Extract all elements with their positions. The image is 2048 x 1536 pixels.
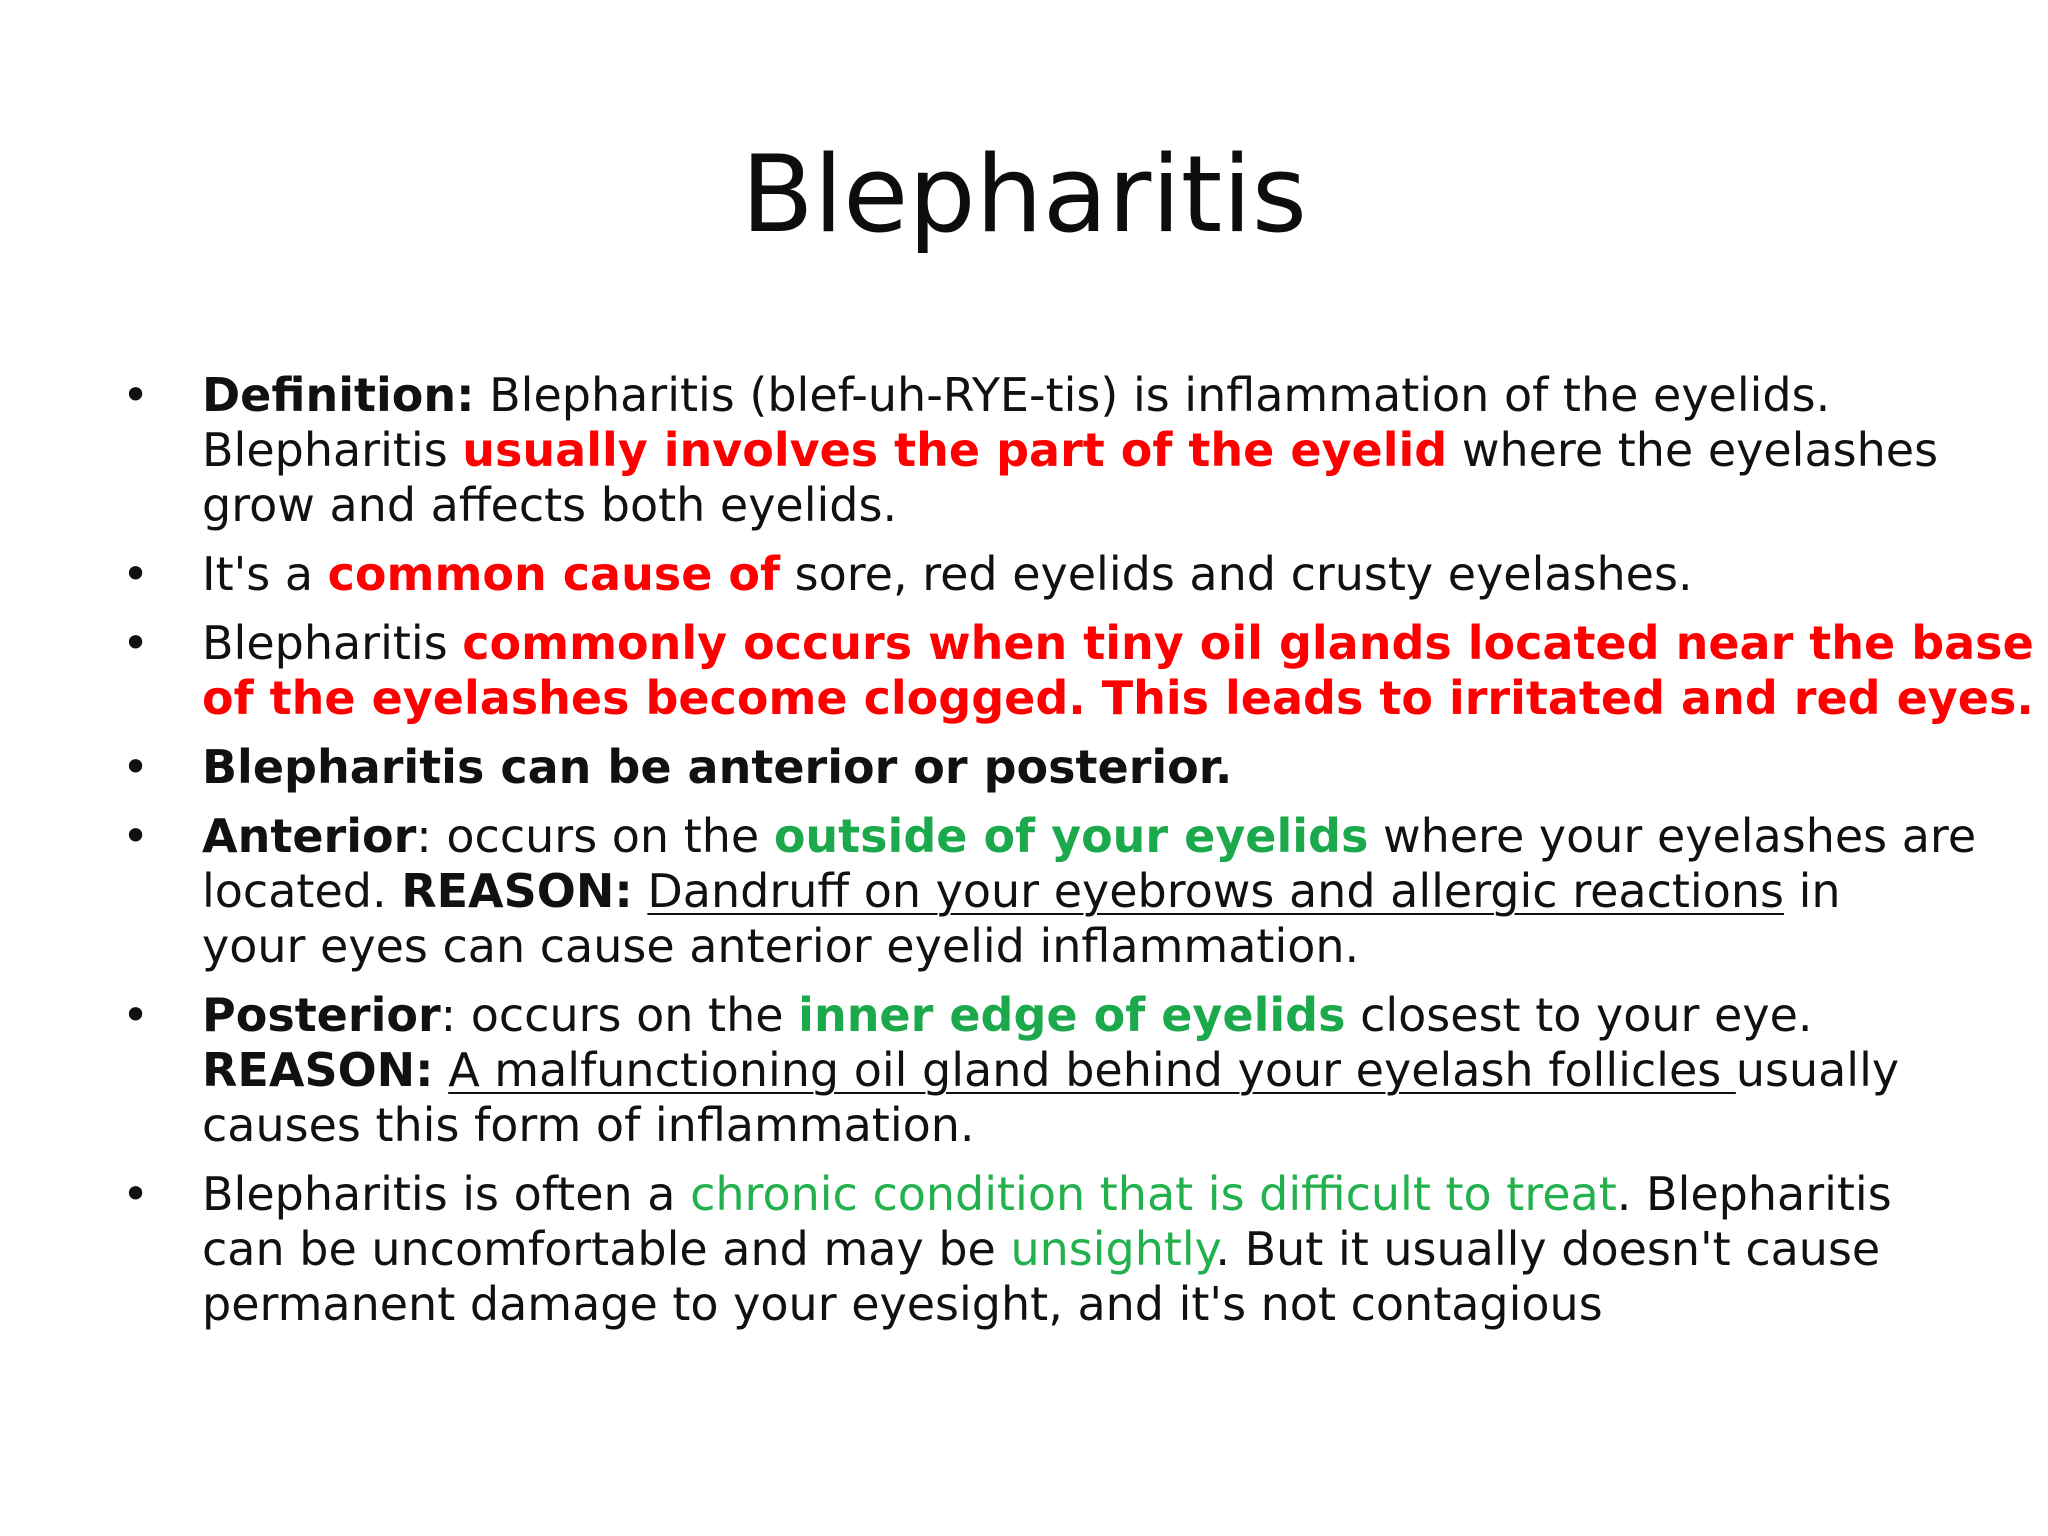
text-segment: REASON: bbox=[202, 1043, 434, 1097]
bullet-line bbox=[202, 919, 1920, 974]
text-segment: unsightly bbox=[1010, 1222, 1216, 1276]
bullet-line bbox=[202, 740, 1920, 795]
bullet-line bbox=[202, 368, 1920, 423]
text-segment: It's a bbox=[202, 547, 328, 601]
text-segment: where your eyelashes are bbox=[1368, 809, 1977, 863]
text-segment: permanent damage to your eyesight, and it's not contagious bbox=[202, 1277, 1603, 1331]
text-segment: inner edge of eyelids bbox=[798, 988, 1346, 1042]
text-segment: common cause of bbox=[327, 547, 781, 601]
bullet-list bbox=[120, 368, 2034, 1346]
text-segment: usually involves the part of the eyelid bbox=[462, 423, 1448, 477]
bullet-dot-icon: • bbox=[122, 809, 150, 863]
text-segment: Blepharitis bbox=[202, 616, 463, 670]
text-segment bbox=[434, 1043, 449, 1097]
text-segment: Blepharitis can be anterior or posterior. bbox=[202, 740, 1233, 794]
bullet-line bbox=[202, 1043, 1920, 1098]
text-segment: Blepharitis is often a bbox=[202, 1167, 691, 1221]
text-segment: sore, red eyelids and crusty eyelashes. bbox=[780, 547, 1693, 601]
bullet-line bbox=[202, 1277, 1920, 1332]
bullet-line bbox=[202, 809, 1977, 864]
bullet-item bbox=[120, 616, 2034, 726]
text-segment: can be uncomfortable and may be bbox=[202, 1222, 1011, 1276]
bullet-item bbox=[120, 809, 1977, 974]
bullet-dot-icon: • bbox=[122, 547, 150, 601]
bullet-line bbox=[202, 547, 1920, 602]
bullet-line bbox=[202, 671, 2034, 726]
text-segment: : occurs on the bbox=[440, 988, 799, 1042]
text-segment: in bbox=[1783, 864, 1841, 918]
text-segment: commonly occurs when tiny oil glands located near the base bbox=[462, 616, 2034, 670]
text-segment: where the eyelashes bbox=[1447, 423, 1939, 477]
bullet-item bbox=[120, 368, 1939, 533]
text-segment: Posterior bbox=[202, 988, 441, 1042]
bullet-dot-icon: • bbox=[122, 616, 150, 670]
text-segment: Anterior bbox=[202, 809, 417, 863]
text-segment: chronic condition that is difficult to treat bbox=[690, 1167, 1617, 1221]
text-segment: REASON: bbox=[401, 864, 633, 918]
bullet-item bbox=[120, 1167, 1920, 1332]
text-segment: grow and affects both eyelids. bbox=[202, 478, 898, 532]
text-segment: outside of your eyelids bbox=[773, 809, 1369, 863]
bullet-line bbox=[202, 423, 1939, 478]
bullet-dot-icon: • bbox=[122, 740, 150, 794]
bullet-item bbox=[120, 547, 1920, 602]
bullet-dot-icon: • bbox=[122, 368, 150, 422]
text-segment: located. bbox=[202, 864, 402, 918]
text-segment: usually bbox=[1735, 1043, 1900, 1097]
text-segment: of the eyelashes become clogged. This leads to irritated and red eyes. bbox=[202, 671, 2034, 725]
bullet-line bbox=[202, 864, 1920, 919]
text-segment bbox=[633, 864, 648, 918]
text-segment: . But it usually doesn't cause bbox=[1215, 1222, 1881, 1276]
bullet-line bbox=[202, 478, 1920, 533]
text-segment: : occurs on the bbox=[416, 809, 774, 863]
text-segment: Blepharitis (blef-uh-RYE-tis) is inflammation of the eyelids. bbox=[474, 368, 1831, 422]
bullet-line bbox=[202, 1167, 1920, 1222]
text-segment: A malfunctioning oil gland behind your eyelash follicles bbox=[448, 1043, 1736, 1097]
bullet-dot-icon: • bbox=[122, 988, 150, 1042]
bullet-item bbox=[120, 988, 1920, 1153]
text-segment: your eyes can cause anterior eyelid inflammation. bbox=[202, 919, 1360, 973]
text-segment: . Blepharitis bbox=[1616, 1167, 1892, 1221]
text-segment: Blepharitis bbox=[202, 423, 463, 477]
slide-title: Blepharitis bbox=[740, 133, 1308, 256]
text-segment: closest to your eye. bbox=[1345, 988, 1813, 1042]
bullet-dot-icon: • bbox=[122, 1167, 150, 1221]
bullet-line bbox=[202, 616, 2034, 671]
text-segment: causes this form of inflammation. bbox=[202, 1098, 975, 1152]
bullet-line bbox=[202, 1098, 1920, 1153]
bullet-line bbox=[202, 988, 1920, 1043]
bullet-item bbox=[120, 740, 1920, 795]
bullet-line bbox=[202, 1222, 1920, 1277]
text-segment: Dandruff on your eyebrows and allergic reactions bbox=[647, 864, 1784, 918]
text-segment: Definition: bbox=[202, 368, 475, 422]
